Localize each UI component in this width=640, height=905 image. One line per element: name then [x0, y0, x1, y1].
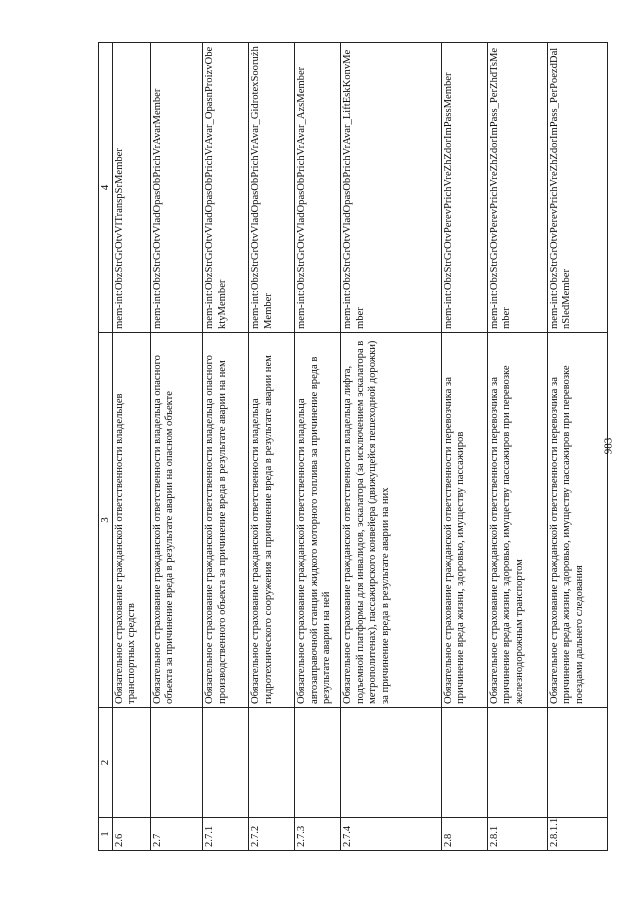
table-row — [249, 43, 295, 851]
row-code: mem-int:ObzStrGrOtvPerevPrichVreZhZdorImPassMember — [441, 43, 487, 333]
row-col2 — [203, 708, 249, 818]
row-number: 2.6 — [112, 818, 150, 851]
page-number: 983 — [602, 437, 615, 455]
row-col2 — [112, 708, 150, 818]
row-col2 — [295, 708, 341, 818]
row-name: Обязательное страхование гражданской ответственности перевозчика за причинение вреда жизни, здоровью, имуществу пассажиров — [441, 333, 487, 708]
row-name: Обязательное страхование гражданской ответственности перевозчика за причинение вреда жизни, здоровью, имуществу пассажиров при перевозке железнодорожным транспортом — [487, 333, 547, 708]
row-col2 — [150, 708, 202, 818]
row-name: Обязательное страхование гражданской ответственности владельца автозаправочной станции жидкого моторного топлива за причинение вреда в результате аварии на ней — [295, 333, 341, 708]
table-row — [341, 43, 442, 851]
row-number: 2.8 — [441, 818, 487, 851]
row-name: Обязательное страхование гражданской ответственности перевозчика за причинение вреда жизни, здоровью, имуществу пассажиров при перевозке поездами дальнего следования — [547, 333, 607, 708]
row-col2 — [547, 708, 607, 818]
row-code: mem-int:ObzStrGrOtvVladOpasObPrichVrAvar_LiftEskKonvMember — [341, 43, 442, 333]
row-number: 2.7.2 — [249, 818, 295, 851]
row-code: mem-int:ObzStrGrOtvVladOpasObPrichVrAvarMember — [150, 43, 202, 333]
row-code: mem-int:ObzStrGrOtvVladOpasObPrichVrAvar_OpasnProizvObektyMember — [203, 43, 249, 333]
row-code: mem-int:ObzStrGrOtvPerevPrichVreZhZdorImPass_PerZhdTsMember — [487, 43, 547, 333]
table-row — [112, 43, 150, 851]
table-row — [203, 43, 249, 851]
table-row — [441, 43, 487, 851]
row-col2 — [249, 708, 295, 818]
row-code: mem-int:ObzStrGrOtvVladOpasObPrichVrAvar_GidrotexSoorużhMember — [249, 43, 295, 333]
row-code: mem-int:ObzStrGrOtvVlTranspSrMember — [112, 43, 150, 333]
row-col2 — [341, 708, 442, 818]
header-cell: 2 — [99, 708, 113, 818]
table-row — [487, 43, 547, 851]
table-row — [150, 43, 202, 851]
row-name: Обязательное страхование гражданской ответственности владельца опасного производственного объекта за причинение вреда в результате аварии на нем — [203, 333, 249, 708]
row-col2 — [441, 708, 487, 818]
rotated-table-container — [98, 43, 608, 851]
row-name: Обязательное страхование гражданской ответственности владельца опасного объекта за причинение вреда в результате аварии на опасном объекте — [150, 333, 202, 708]
row-code: mem-int:ObzStrGrOtvVladOpasObPrichVrAvar_AzsMember — [295, 43, 341, 333]
row-code: mem-int:ObzStrGrOtvPerevPrichVreZhZdorImPass_PerPoezdDalnSledMember — [547, 43, 607, 333]
row-number: 2.8.1.1 — [547, 818, 607, 851]
table-row — [547, 43, 607, 851]
row-number: 2.7.1 — [203, 818, 249, 851]
row-number: 2.8.1 — [487, 818, 547, 851]
row-name: Обязательное страхование гражданской ответственности владельца лифта, подъемной платформы для инвалидов, эскалатора (за исключением эскалатора в метрополитенах), пассажирского конвейера (движущейся пешеходной дорожки) за причинение вреда в результате аварии на них — [341, 333, 442, 708]
row-number: 2.7.3 — [295, 818, 341, 851]
table-header-row — [99, 43, 113, 851]
row-number: 2.7 — [150, 818, 202, 851]
row-name: Обязательное страхование гражданской ответственности владельцев транспортных средств — [112, 333, 150, 708]
row-name: Обязательное страхование гражданской ответственности владельца гидротехнического сооружения за причинение вреда в результате аварии нем — [249, 333, 295, 708]
row-col2 — [487, 708, 547, 818]
header-cell: 4 — [99, 43, 113, 333]
table-row — [295, 43, 341, 851]
classification-table — [98, 42, 608, 851]
header-cell: 1 — [99, 818, 113, 851]
row-number: 2.7.4 — [341, 818, 442, 851]
header-cell: 3 — [99, 333, 113, 708]
